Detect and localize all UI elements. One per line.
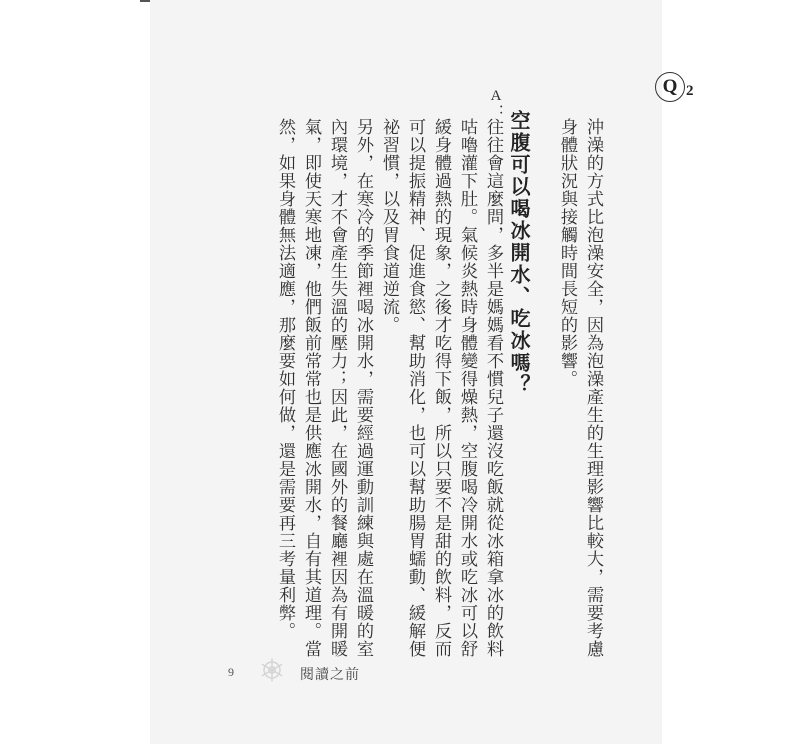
question-badge bbox=[655, 70, 694, 104]
answer-line-2: 咕嚕灌下肚。氣候炎熱時身體變得燥熱，空腹喝冷開水或吃冰可以舒 bbox=[457, 118, 477, 658]
answer-label: A： bbox=[488, 88, 504, 119]
answer-line-4: 可以提振精神、促進食慾、幫助消化，也可以幫助腸胃蠕動、緩解便 bbox=[405, 118, 425, 658]
answer-line-8: 氣，即使天寒地凍，他們飯前常常也是供應冰開水，自有其道理。當 bbox=[301, 118, 321, 658]
answer-line-1: 往往會這麼問，多半是媽媽看不慣兒子還沒吃飯就從冰箱拿冰的飲料 bbox=[483, 118, 503, 658]
intro-line-2: 身體狀況與接觸時間長短的影響。 bbox=[557, 118, 577, 388]
question-badge-number: 2 bbox=[686, 83, 694, 99]
question-title: 空腹可以喝冰開水、吃冰嗎？ bbox=[507, 110, 531, 396]
page-number: 9 bbox=[228, 665, 234, 679]
running-title: 閱讀之前 bbox=[300, 667, 360, 683]
book-page bbox=[150, 0, 694, 744]
intro-line-1: 沖澡的方式比泡澡安全，因為泡澡產生的生理影響比較大，需要考慮 bbox=[583, 118, 603, 658]
answer-line-3: 緩身體過熱的現象，之後才吃得下飯，所以只要不是甜的飲料，反而 bbox=[431, 118, 451, 658]
answer-line-9: 然，如果身體無法適應，那麼要如何做，還是需要再三考量利弊。 bbox=[275, 118, 295, 640]
answer-line-7: 內環境，才不會產生失溫的壓力；因此，在國外的餐廳裡因為有開暖 bbox=[327, 118, 347, 658]
answer-line-5: 祕習慣，以及胃食道逆流。 bbox=[379, 118, 399, 334]
question-badge-letter: Q bbox=[655, 72, 685, 102]
answer-line-6: 另外，在寒冷的季節裡喝冰開水，需要經過運動訓練與處在溫暖的室 bbox=[353, 118, 373, 658]
snowflake-ornament-icon bbox=[258, 656, 286, 684]
